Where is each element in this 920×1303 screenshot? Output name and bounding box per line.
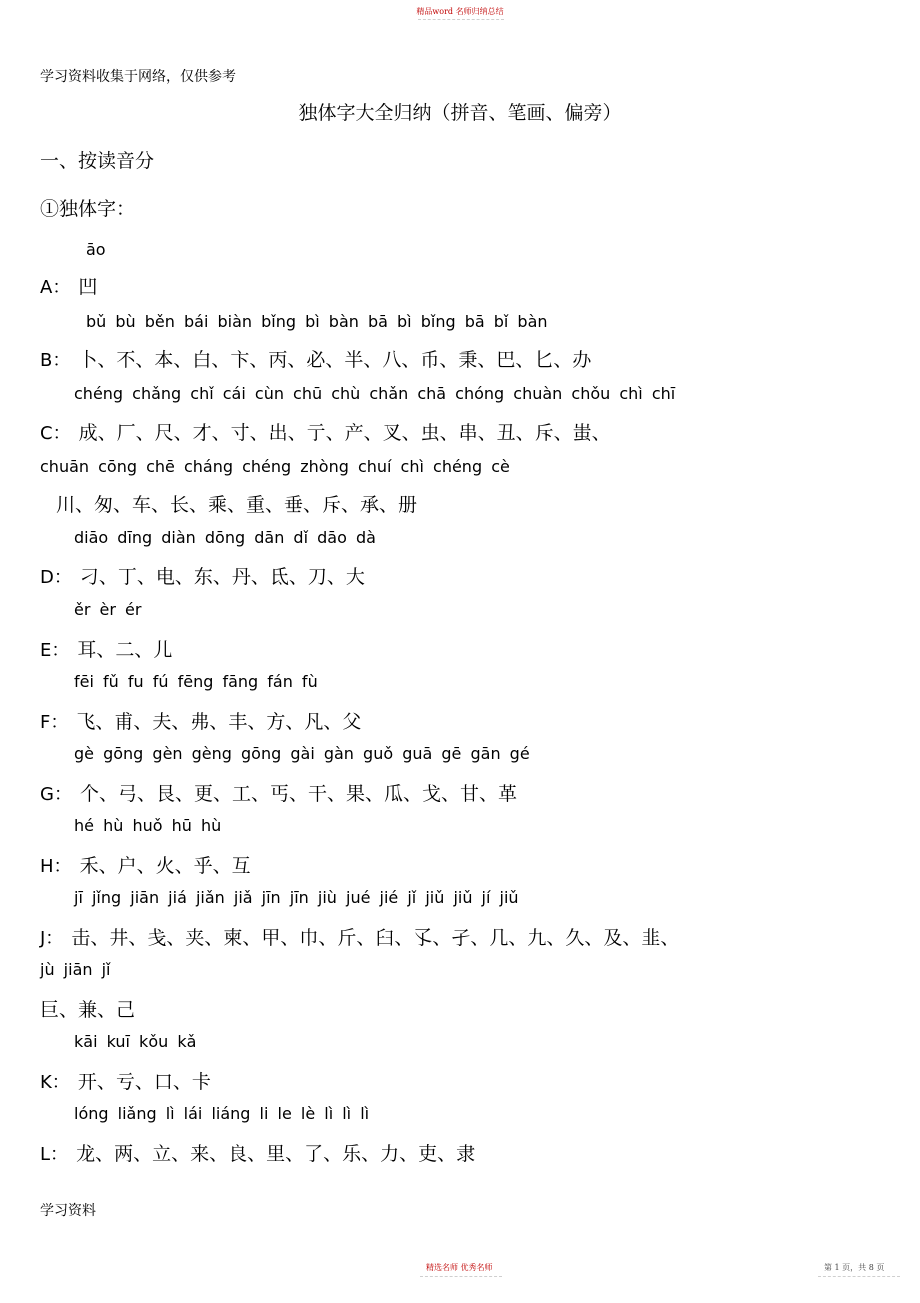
header-note: 学习资料收集于网络，仅供参考: [40, 69, 236, 85]
footer-divider-right: [818, 1276, 900, 1277]
pinyin-line-g: gè gōng gèn gèng gōng gài gàn guǒ guā gē gān gé: [74, 744, 530, 763]
char-line-c2: [56, 490, 417, 517]
char-line-k: [40, 1067, 211, 1094]
char-line-f: [40, 707, 361, 734]
top-divider: [418, 19, 504, 20]
char-list: 耳、二、儿: [77, 639, 173, 661]
char-line-g: [40, 779, 517, 806]
char-list: 刁、丁、电、东、丹、氐、刀、大: [79, 566, 365, 588]
char-line-d: [40, 562, 365, 589]
char-list: 龙、两、立、来、良、里、了、乐、力、吏、隶: [76, 1143, 476, 1165]
pinyin-line-e: ěr èr ér: [74, 600, 142, 619]
char-line-e: [40, 635, 172, 662]
row-label: C：: [40, 423, 71, 444]
pinyin-line-j2: jù jiān jǐ: [40, 960, 111, 979]
page-number: 第 1 页，共 8 页: [824, 1263, 885, 1272]
row-label: L：: [40, 1144, 69, 1165]
footer-brand: 精选名师 优秀名师: [426, 1263, 493, 1272]
pinyin-line-d: diāo dīng diàn dōng dān dǐ dāo dà: [74, 528, 376, 547]
char-line-j2: [40, 995, 135, 1022]
page-title: 独体字大全归纳（拼音、笔画、偏旁）: [298, 102, 622, 124]
char-list: 巨、兼、己: [40, 999, 136, 1021]
char-list: 禾、户、火、乎、互: [79, 855, 251, 877]
char-list: 飞、甫、夫、弗、丰、方、凡、父: [76, 711, 362, 733]
row-label: F：: [40, 712, 69, 733]
row-label: E：: [40, 640, 70, 661]
char-list: 凹: [78, 276, 98, 298]
row-label: G：: [40, 784, 72, 805]
char-list: 个、弓、艮、更、工、丐、干、果、瓜、戈、甘、革: [80, 783, 518, 805]
pinyin-line-l: lóng liǎng lì lái liáng li le lè lì lì lì: [74, 1104, 370, 1123]
row-label: H：: [40, 856, 72, 877]
pinyin-line-h: hé hù huǒ hū hù: [74, 816, 222, 835]
char-list: 击、井、戋、夹、柬、甲、巾、斤、臼、孓、孑、几、九、久、及、韭、: [71, 927, 680, 949]
section-heading: 一、按读音分: [40, 150, 155, 172]
pinyin-line-a: āo: [86, 240, 106, 259]
char-list: 开、亏、口、卡: [77, 1071, 211, 1093]
pinyin-line-j1: jī jǐng jiān jiá jiǎn jiǎ jīn jīn jiù jué jié jǐ jiǔ jiǔ jí jiǔ: [74, 888, 519, 907]
char-line-h: [40, 851, 251, 878]
row-label: B：: [40, 350, 71, 371]
pinyin-line-k: kāi kuī kǒu kǎ: [74, 1032, 197, 1051]
subsection-heading: ①独体字：: [40, 198, 136, 220]
row-label: K：: [40, 1072, 70, 1093]
row-label: D：: [40, 567, 72, 588]
char-list: 成、厂、尺、才、寸、出、亍、产、叉、虫、串、丑、斥、蚩、: [78, 422, 611, 444]
char-line-b: [40, 345, 591, 372]
row-label: J：: [40, 928, 64, 949]
row-label: A：: [40, 277, 71, 298]
char-line-j1: [40, 923, 679, 950]
char-line-c1: [40, 418, 611, 445]
pinyin-line-c1: chéng chǎng chǐ cái cùn chū chù chǎn chā chóng chuàn chǒu chì chī: [74, 384, 676, 403]
char-line-l: [40, 1139, 475, 1166]
top-banner: 精品word 名师归纳总结: [416, 7, 504, 16]
footer-divider-left: [420, 1276, 502, 1277]
pinyin-line-f: fēi fǔ fu fú fēng fāng fán fù: [74, 672, 318, 691]
pinyin-line-b: bǔ bù běn bái biàn bǐng bì bàn bā bì bǐng bā bǐ bàn: [86, 312, 548, 331]
pinyin-line-c2: chuān cōng chē cháng chéng zhòng chuí chì chéng cè: [40, 457, 510, 476]
footer-note: 学习资料: [40, 1203, 96, 1219]
char-line-a: [40, 272, 97, 299]
char-list: 卜、不、本、白、卞、丙、必、半、八、币、秉、巴、匕、办: [78, 349, 592, 371]
char-list: 川、匆、车、长、乘、重、垂、斥、承、册: [56, 494, 418, 516]
